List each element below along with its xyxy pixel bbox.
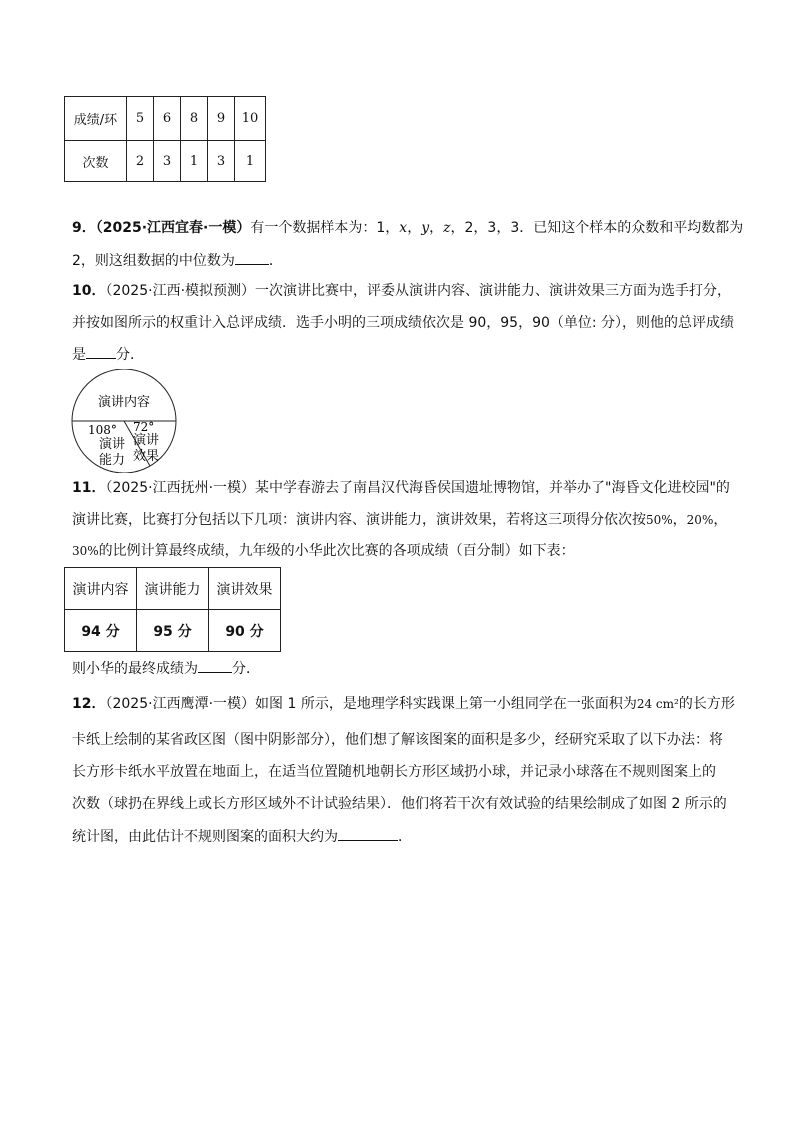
- table-cell: 1: [235, 141, 266, 182]
- pie-label-effect-1: 演讲: [133, 433, 160, 448]
- q10-text3-post: 分．: [116, 347, 144, 363]
- q11-answer-text: 则小华的最终成绩为: [72, 661, 198, 677]
- q11-text2: 演讲比赛，比赛打分包括以下几项：演讲内容、演讲能力，演讲效果，若将这三项得分依次按: [72, 512, 646, 528]
- question-source: （2025·江西抚州·一模）: [105, 480, 256, 496]
- var-z: z: [443, 220, 451, 236]
- answer-blank[interactable]: [86, 344, 116, 359]
- sep: ，: [713, 512, 728, 528]
- table-header-cell: 成绩/环: [65, 97, 127, 141]
- q12-text3: 长方形卡纸水平放置在地面上，在适当位置随机地朝长方形区域扔小球，并记录小球落在不规则图案上的: [72, 764, 716, 780]
- table-row: [65, 610, 281, 652]
- pie-label-ability-1: 演讲: [99, 437, 126, 452]
- table-header-cell: 演讲效果: [209, 568, 281, 610]
- pct-20: 20%: [686, 513, 714, 527]
- q11-line1: [72, 478, 730, 498]
- question-number: 12．: [72, 696, 106, 712]
- answer-blank[interactable]: [198, 658, 232, 673]
- pct-30: 30%: [72, 544, 99, 558]
- q9-line2: [72, 250, 283, 271]
- q11-answer-line: [72, 658, 260, 679]
- answer-blank[interactable]: [338, 826, 398, 841]
- q12-text5: 统计图，由此估计不规则图案的面积大约为: [72, 829, 338, 845]
- pie-angle-left: 108°: [88, 423, 117, 437]
- table-cell: 95 分: [137, 610, 209, 652]
- pie-angle-right: 72°: [133, 420, 155, 434]
- table-cell: 1: [181, 141, 208, 182]
- q9-text-tail: ，2，3，3．已知这个样本的众数和平均数都为: [450, 220, 744, 236]
- q10-line2: [72, 313, 734, 333]
- speech-score-table: [64, 567, 281, 652]
- pie-label-effect-2: 效果: [133, 449, 160, 464]
- q12-text2: 卡纸上绘制的某省政区图（图中阴影部分），他们想了解该图案的面积是多少，经研究采取了以下办法：将: [72, 732, 723, 748]
- table-cell: 8: [181, 97, 208, 141]
- q9-end: ．: [268, 253, 283, 269]
- q12-text: 如图 1 所示，是地理学科实践课上第一小组同学在一张面积为: [255, 696, 637, 712]
- q9-text2: 2，则这组数据的中位数为: [72, 253, 235, 269]
- table-cell: 94 分: [65, 610, 137, 652]
- var-y: y: [421, 220, 430, 236]
- question-number: 9．: [72, 220, 96, 236]
- q11-text3: 的比例计算最终成绩，九年级的小华此次比赛的各项成绩（百分制）如下表：: [98, 543, 575, 559]
- q12-line3: [72, 762, 716, 782]
- answer-blank[interactable]: [235, 250, 269, 265]
- table-header-cell: 次数: [65, 141, 127, 182]
- q12-end: ．: [398, 829, 412, 845]
- question-number: 10．: [72, 283, 106, 299]
- table-cell: 6: [154, 97, 181, 141]
- table-row: [65, 141, 266, 182]
- q11-text: 某中学春游去了南昌汉代海昏侯国遗址博物馆，并举办了"海昏文化进校园"的: [255, 480, 730, 496]
- q10-line1: [72, 281, 731, 301]
- q12-text-tail: 的长方形: [678, 696, 735, 712]
- q12-text4: 次数（球扔在界线上或长方形区域外不计试验结果）．他们将若干次有效试验的结果绘制成了如图 2 所示的: [72, 796, 727, 812]
- sep: ，: [672, 512, 687, 528]
- q12-line2: [72, 730, 723, 750]
- question-source: （2025·江西宜春·一模）: [95, 220, 251, 236]
- q10-text2: 并按如图所示的权重计入总评成绩．选手小明的三项成绩依次是 90，95，90（单位: 分），则他的总评成绩: [72, 315, 735, 331]
- q9-line1: 9．（2025·江西宜春·一模）有一个数据样本为：1，x，y，z，2，3，3．已知这个样本的众数和平均数都为: [72, 220, 744, 236]
- q11-line3: [72, 541, 575, 561]
- area-value: 24 cm²: [636, 697, 679, 711]
- q9-text: 有一个数据样本为：1，: [250, 220, 400, 236]
- pie-label-content: 演讲内容: [97, 395, 151, 410]
- question-number: 11．: [72, 480, 106, 496]
- table-cell: 3: [154, 141, 181, 182]
- q10-text3: 是: [72, 347, 86, 363]
- table-cell: 3: [208, 141, 235, 182]
- table-header-cell: 演讲内容: [65, 568, 137, 610]
- table-row: [65, 97, 266, 141]
- q10-text: 一次演讲比赛中，评委从演讲内容、演讲能力、演讲效果三方面为选手打分，: [255, 283, 732, 299]
- table-header-cell: 演讲能力: [137, 568, 209, 610]
- question-source: （2025·江西·模拟预测）: [105, 283, 256, 299]
- table-cell: 10: [235, 97, 266, 141]
- question-source: （2025·江西鹰潭·一模）: [105, 696, 256, 712]
- table-cell: 2: [127, 141, 154, 182]
- q12-line5: [72, 826, 412, 847]
- pie-label-ability-2: 能力: [99, 453, 126, 468]
- q12-line4: [72, 794, 727, 814]
- pct-50: 50%: [646, 513, 673, 527]
- q11-line2: [72, 510, 727, 530]
- table-row: [65, 568, 281, 610]
- table-cell: 9: [208, 97, 235, 141]
- table-cell: 5: [127, 97, 154, 141]
- q12-line1: [72, 694, 735, 714]
- weight-pie-chart: [68, 369, 180, 473]
- table-cell: 90 分: [209, 610, 281, 652]
- q11-answer-post: 分．: [232, 661, 260, 677]
- var-x: x: [399, 220, 408, 236]
- score-frequency-table: [64, 96, 266, 182]
- q10-line3: [72, 344, 144, 365]
